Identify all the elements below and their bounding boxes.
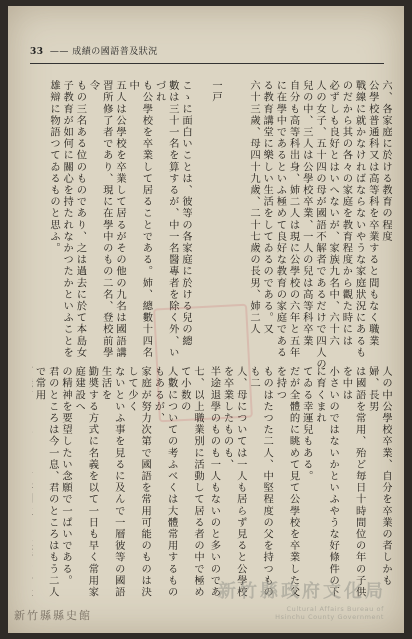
archive-watermark: 新竹縣政府文化局 [218,581,386,602]
header-rule [30,63,384,64]
section-six-text: 六、各家庭に於ける教育の程度 公學校普通科又は高等科を卒業すると間もなく職業 戰線に就かなければならないやうな家庭狀況にあるも のだから其の各々の家庭を教育程度から觀た時には 必ずしも良好とはいへないが、家族九名中、六十六 人の女子、五十四の母が國語不解者であるだけで四人の 兒の中、三人は公學校卒業、一人の兒は高等科卒業 自分も高等科出身、姉二人は現に公學校の六年と五年 に在學中であるといふ極めて良好な教育の家庭である る教育講堂に樂しい生活をしてゐるのである。又 六十三歲、母四十九歲、二十七歲の長男、姉二人 [247,80,392,370]
scanned-page [8,6,404,633]
lower-right-paragraph: 人の中公學校卒業、自分を卒業の者しかも婦、長男 は國語を常用、殆ど毎日十時間位の年の子供を中は 小さいのではないかといふやうな好條件の下に育くまれ てゐる幸運兒もある。 だが全體的に眺めて見て公學校を卒業した父を持つ ものはたつた二人、中堅程度の父を持つものも二 人、母については一人も居らず見ると公學校を卒業したものも、 半途退學のものも一人もないのと多いのであ [208,366,392,598]
page-header [30,44,158,60]
section-seven-text: 七、以上職業別に活動して居る者の中で極めて小数の 人數についての考ふべくは大體常用するものもあるが、 家庭が努力次第で國語を常用可能のものは決して少く ないといふ事を見るに及んで一層彼等の國語生活を 勤奬する方式に名義を以て一日も早く常用家庭建設へ の精神を要望したい念願で一ぱいである。 君のところは今一息、君のところはもう二人で常用 [33,366,204,598]
county-history-museum-logo: 新竹縣縣史館 [14,609,92,622]
chapter-title: —— 成績の國語普及狀況 [49,47,158,57]
archive-watermark-english: Cultural Affairs Bureau of Hsinchu County Government [275,605,384,621]
upper-left-paragraph: こゝに面白いことは、彼等の各家庭に於ける兒の總 數は三十一名を算するが、中一名醫專者を除く外、いづれ も公學校を卒業して居ることである。姉、總數十四名中 五人は公學校を卒業して居るがその他の九名は國語講 習所修了者であり、現に在學中のもの二名、登校前學令 もの三名ある位のものであり、之は過去に於て本島女 子教育が如何に關心を持たれなかつたかといふことを 雄辯に物語つてゐるものと思ふ。 [47,80,192,359]
household-count-label: 一戸 [210,80,222,104]
page-number: 33 [30,47,44,57]
faint-stamp [153,304,253,423]
